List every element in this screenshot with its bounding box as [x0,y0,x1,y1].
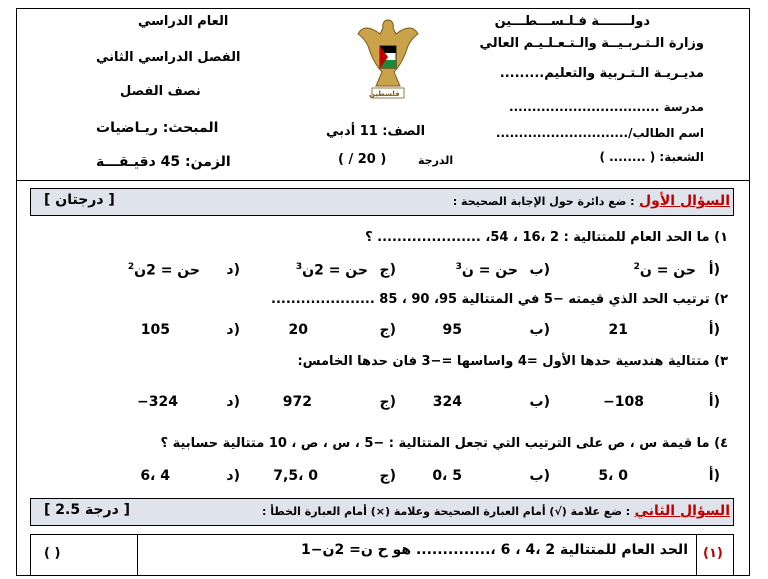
question-1-title: السؤال الأول [639,193,730,209]
ministry-name: وزارة الـتـربـيــة والـتـعـلـيـم العالي [479,36,704,51]
q1-item-2 [271,292,728,307]
state-name: دولـــــــة فـلـســـطـــين [494,14,650,29]
q1-1-option-b[interactable]: حن = ن$^3$ [455,262,518,279]
class-label: الصف: 11 أدبي [326,124,426,139]
q2-item-1-text: الحد العام للمتتالية 2 ،4 ، 6 ،.............. هو ح ن= 2ن−1 [301,542,688,558]
q1-1-option-a-letter[interactable]: أ) [708,262,720,278]
q2-item-1-number: (١) [703,546,723,561]
q1-2-option-c-letter[interactable]: ج) [379,322,396,338]
q1-2-option-a[interactable]: 21 [608,322,628,338]
q1-item-4-number: ٤) [714,436,728,451]
question-2-instruction: : ضع علامة (√) أمام العبارة الصحيحة وعلامة (×) أمام العبارة الخطأ : [262,505,631,518]
subject: المبحث: ريـاضيات [96,120,219,136]
q1-4-option-c-letter[interactable]: ج) [379,468,396,484]
q1-2-option-b[interactable]: 95 [442,322,462,338]
q1-item-3-number: ٣) [714,354,728,369]
question-1-heading [453,193,730,209]
q1-4-option-b-letter[interactable]: ب) [529,468,550,484]
q1-3-option-c[interactable]: 972 [282,394,312,410]
q1-3-option-d-letter[interactable]: د) [226,394,240,410]
q1-3-option-d[interactable]: −324 [137,394,178,410]
q1-item-1 [365,230,728,245]
q2-item-1-answer[interactable]: ( ) [44,546,61,561]
emblem-label: فلسطين [369,90,400,98]
question-1-marks: [ درجتان ] [44,192,115,208]
q1-4-option-a[interactable]: 5، 0 [598,468,628,484]
grade-value: ( / 20 ) [338,152,387,167]
q1-3-option-b-letter[interactable]: ب) [529,394,550,410]
q1-item-1-number: ١) [714,230,728,245]
q1-4-option-c[interactable]: 7,5، 0 [273,468,318,484]
q1-3-option-a[interactable]: −108 [603,394,644,410]
q1-1-option-d[interactable]: حن = 2ن$^2$ [127,262,200,279]
student-name-field: اسم الطالب/............................. [495,126,704,140]
question-1-instruction: : ضع دائرة حول الإجابة الصحيحة : [452,195,635,208]
q1-item-3-text: متتالية هندسية حدها الأول =4 واساسها =−3 فان حدها الخامس: [297,354,710,369]
question-2-marks: [ 2.5 درجة ] [44,502,131,518]
q1-2-option-a-letter[interactable]: أ) [708,322,720,338]
q1-3-option-b[interactable]: 324 [432,394,462,410]
q1-2-option-d-letter[interactable]: د) [226,322,240,338]
q1-1-option-d-letter[interactable]: د) [226,262,240,278]
q1-item-2-text: ترتيب الحد الذي قيمته −5 في المتتالية 95، 90 ، 85 ..................... [271,292,710,307]
q1-3-option-c-letter[interactable]: ج) [379,394,396,410]
q1-item-4 [161,436,728,451]
q1-4-option-a-letter[interactable]: أ) [708,468,720,484]
branch-field: الشعبة: ( ........ ) [599,150,704,164]
half-semester: نصف الفصل [120,84,201,99]
exam-time: الزمن: 45 دقيـقـــة [96,154,231,170]
q1-2-option-b-letter[interactable]: ب) [529,322,550,338]
q1-2-option-d[interactable]: 105 [140,322,170,338]
q1-item-1-text: ما الحد العام للمتتالية : 2 ،16 ، 54، ..................... ؟ [365,230,710,245]
academic-year: العام الدراسي [138,14,229,29]
school-field: مدرسة ................................. [509,100,704,114]
q1-item-3 [297,354,728,369]
q1-item-4-text: ما قيمة س ، ص على الترتيب التي تجعل المتتالية : −5 ، س ، ص ، 10 متتالية حسابية ؟ [160,436,710,451]
q1-1-option-c-letter[interactable]: ج) [379,262,396,278]
directorate-name: مديـريـة الـتـربية والتعليم......... [499,66,704,81]
question-2-title: السؤال الثاني [634,503,730,519]
q1-4-option-d[interactable]: 6، 4 [140,468,170,484]
semester: الفصل الدراسي الثاني [96,50,241,65]
grade-label: الدرجة [418,154,454,167]
q1-1-option-c[interactable]: حن = 2ن$^3$ [295,262,368,279]
header-divider [16,180,750,181]
q1-item-2-number: ٢) [714,292,728,307]
q1-1-option-a[interactable]: حن = ن$^2$ [633,262,696,279]
q1-4-option-d-letter[interactable]: د) [226,468,240,484]
q1-1-option-b-letter[interactable]: ب) [529,262,550,278]
q1-2-option-c[interactable]: 20 [288,322,308,338]
q1-3-option-a-letter[interactable]: أ) [708,394,720,410]
question-2-heading [262,503,730,519]
q1-4-option-b[interactable]: 0، 5 [432,468,462,484]
